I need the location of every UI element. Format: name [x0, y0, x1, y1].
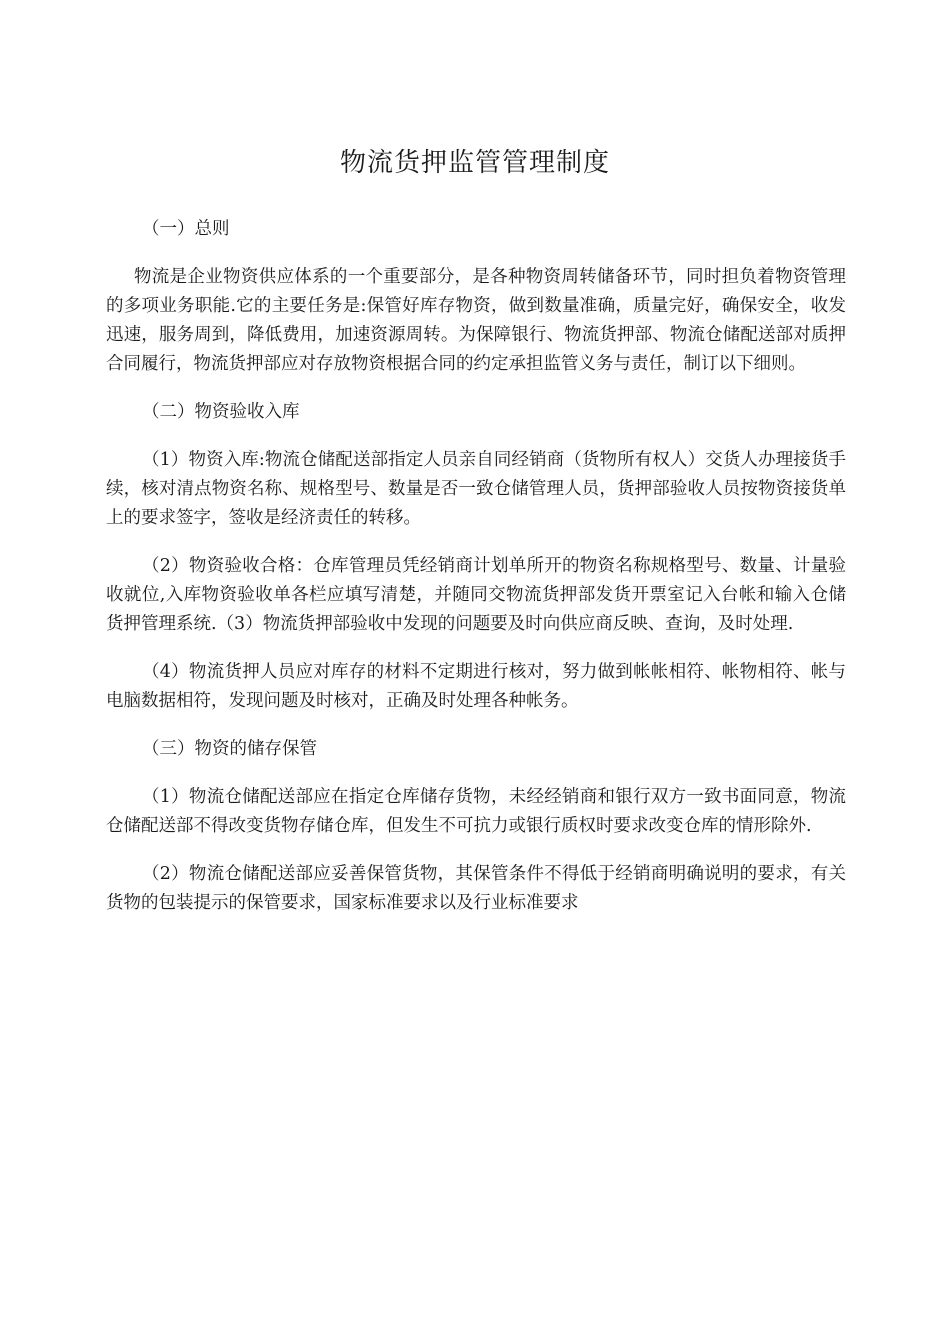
- document-body: [106, 215, 846, 937]
- section-heading-acceptance: （二）物资验收入库: [142, 402, 300, 422]
- paragraph-acceptance-4: （4）物流货押人员应对库存的材料不定期进行核对，努力做到帐帐相符、帐物相符、帐与电脑数据相符，发现问题及时核对，正确及时处理各种帐务。: [106, 662, 846, 711]
- paragraph-storage-1: （1）物流仓储配送部应在指定仓库储存货物，未经经销商和银行双方一致书面同意，物流仓储配送部不得改变货物存储仓库，但发生不可抗力或银行质权时要求改变仓库的情形除外.: [106, 787, 846, 836]
- paragraph-acceptance-1: （1）物资入库:物流仓储配送部指定人员亲自同经销商（货物所有权人）交货人办理接货手续，核对清点物资名称、规格型号、数量是否一致仓储管理人员，货押部验收人员按物资接货单上的要求签字，签收是经济责任的转移。: [106, 450, 846, 528]
- paragraph-acceptance-2: （2）物资验收合格：仓库管理员凭经销商计划单所开的物资名称规格型号、数量、计量验收就位,入库物资验收单各栏应填写清楚，并随同交物流货押部发货开票室记入台帐和输入仓储货押管理系统.（3）物流货押部验收中发现的问题要及时向供应商反映、查询，及时处理.: [106, 556, 846, 634]
- paragraph-general: 物流是企业物资供应体系的一个重要部分，是各种物资周转储备环节，同时担负着物资管理的多项业务职能.它的主要任务是:保管好库存物资，做到数量准确，质量完好，确保安全，收发迅速，服务周到，降低费用，加速资源周转。为保障银行、物流货押部、物流仓储配送部对质押合同履行，物流货押部应对存放物资根据合同的约定承担监管义务与责任，制订以下细则。: [106, 267, 846, 374]
- section-heading-storage: （三）物资的储存保管: [142, 739, 317, 759]
- paragraph-storage-2: （2）物流仓储配送部应妥善保管货物，其保管条件不得低于经销商明确说明的要求，有关货物的包装提示的保管要求，国家标准要求以及行业标准要求: [106, 864, 846, 913]
- section-heading-general: （一）总则: [142, 219, 230, 239]
- document-title: 物流货押监管管理制度: [339, 148, 610, 178]
